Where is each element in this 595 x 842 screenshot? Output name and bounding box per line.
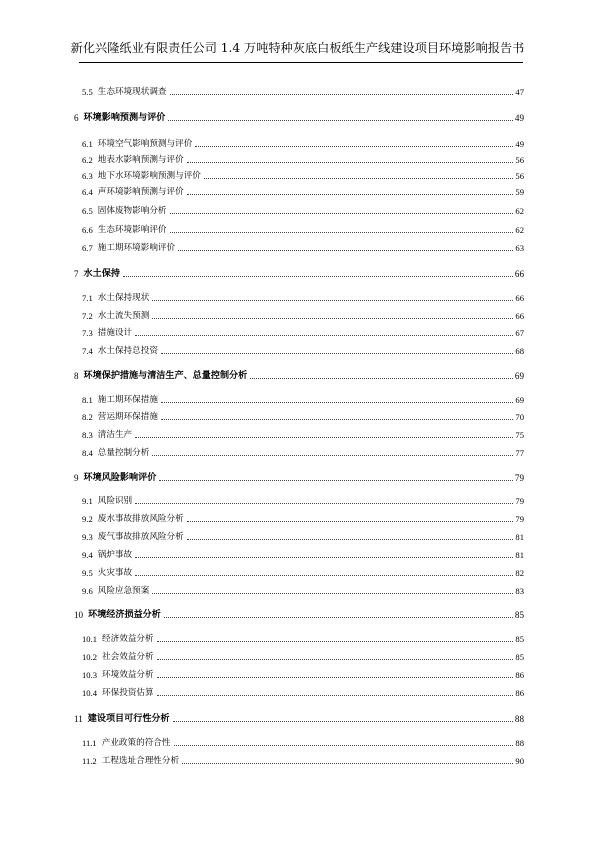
- toc-entry-page-number: 59: [515, 187, 524, 197]
- toc-dot-leader: [135, 557, 513, 558]
- toc-entry-number: 10.2: [82, 652, 98, 662]
- toc-dot-leader: [161, 402, 513, 403]
- toc-dot-leader: [250, 378, 513, 379]
- toc-entry-number: 8.3: [82, 430, 93, 440]
- toc-entry-page-number: 56: [515, 155, 524, 165]
- toc-entry-number: 7.1: [82, 293, 93, 303]
- toc-entry-number: 10.4: [82, 688, 98, 698]
- toc-entry-number: 6.4: [82, 187, 93, 197]
- toc-section-entry[interactable]: [82, 290, 524, 304]
- toc-section-entry[interactable]: [82, 240, 524, 254]
- toc-entry-title: 环保投资估算: [102, 688, 154, 698]
- toc-entry-title: 社会效益分析: [102, 652, 154, 662]
- toc-entry-number: 11.1: [82, 738, 97, 748]
- toc-entry-title: 环境空气影响预测与评价: [97, 139, 193, 149]
- toc-section-entry[interactable]: [82, 222, 524, 236]
- toc-entry-number: 9.5: [82, 568, 93, 578]
- toc-section-entry[interactable]: [82, 136, 524, 150]
- toc-dot-leader: [152, 300, 513, 301]
- toc-entry-title: 火灾事故: [97, 568, 133, 578]
- toc-section-entry[interactable]: [82, 184, 524, 198]
- toc-section-entry[interactable]: [82, 565, 524, 579]
- toc-section-entry[interactable]: [82, 735, 524, 749]
- toc-section-entry[interactable]: [82, 753, 524, 767]
- toc-entry-number: 9.2: [82, 514, 93, 524]
- toc-dot-leader: [182, 763, 513, 764]
- toc-entry-page-number: 85: [514, 610, 524, 620]
- toc-entry-title: 生态环境现状调查: [97, 87, 167, 97]
- toc-entry-title: 锅炉事故: [97, 550, 133, 560]
- toc-dot-leader: [195, 146, 513, 147]
- toc-entry-page-number: 49: [515, 139, 524, 149]
- toc-entry-number: 8.2: [82, 412, 93, 422]
- toc-section-entry[interactable]: [82, 649, 524, 663]
- toc-entry-page-number: 86: [515, 670, 524, 680]
- toc-entry-number: 9.1: [82, 496, 93, 506]
- toc-entry-page-number: 79: [514, 473, 524, 483]
- toc-section-entry[interactable]: [82, 152, 524, 166]
- toc-entry-number: 9.4: [82, 550, 93, 560]
- toc-dot-leader: [204, 178, 514, 179]
- toc-entry-page-number: 85: [515, 652, 524, 662]
- toc-entry-number: 10.1: [82, 634, 98, 644]
- toc-entry-number: 10.3: [82, 670, 98, 680]
- toc-dot-leader: [164, 617, 513, 618]
- toc-entry-title: 生态环境影响评价: [97, 225, 167, 235]
- toc-entry-title: 环境保护措施与清洁生产、总量控制分析: [83, 370, 248, 381]
- toc-section-entry[interactable]: [82, 392, 524, 406]
- toc-dot-leader: [178, 250, 513, 251]
- toc-entry-page-number: 79: [515, 496, 524, 506]
- toc-dot-leader: [135, 503, 513, 504]
- toc-entry-page-number: 81: [515, 550, 524, 560]
- toc-entry-number: 7.4: [82, 346, 93, 356]
- toc-entry-title: 营运期环保措施: [97, 412, 158, 422]
- toc-dot-leader: [157, 695, 514, 696]
- toc-entry-number: 6.2: [82, 155, 93, 165]
- toc-entry-title: 环境效益分析: [102, 670, 154, 680]
- toc-entry-title: 经济效益分析: [102, 634, 154, 644]
- page-header: 新化兴隆纸业有限责任公司 1.4 万吨特种灰底白板纸生产线建设项目环境影响报告书: [70, 41, 525, 55]
- toc-entry-title: 总量控制分析: [97, 448, 150, 458]
- toc-entry-page-number: 90: [515, 756, 524, 766]
- toc-section-entry[interactable]: [82, 667, 524, 681]
- toc-section-entry[interactable]: [82, 343, 524, 357]
- toc-entry-title: 废水事故排放风险分析: [97, 514, 184, 524]
- toc-entry-title: 措施设计: [97, 328, 133, 338]
- toc-chapter-entry[interactable]: [74, 110, 524, 124]
- toc-entry-page-number: 49: [514, 113, 524, 123]
- toc-section-entry[interactable]: [82, 203, 524, 217]
- toc-entry-number: 9.6: [82, 586, 93, 596]
- toc-section-entry[interactable]: [82, 493, 524, 507]
- toc-entry-title: 废气事故排放风险分析: [97, 532, 184, 542]
- toc-chapter-entry[interactable]: [74, 711, 524, 725]
- toc-entry-number: 10: [74, 610, 84, 620]
- toc-entry-number: 9.3: [82, 532, 93, 542]
- toc-chapter-entry[interactable]: [74, 368, 524, 382]
- toc-entry-title: 风险识别: [97, 496, 133, 506]
- toc-entry-title: 施工期环境影响评价: [97, 243, 176, 253]
- toc-dot-leader: [170, 232, 514, 233]
- toc-dot-leader: [135, 575, 513, 576]
- toc-entry-page-number: 88: [515, 738, 524, 748]
- toc-entry-page-number: 47: [515, 87, 524, 97]
- toc-section-entry[interactable]: [82, 547, 524, 561]
- toc-chapter-entry[interactable]: [74, 470, 524, 484]
- toc-dot-leader: [187, 539, 514, 540]
- toc-dot-leader: [161, 353, 513, 354]
- toc-entry-title: 水土保持总投资: [97, 346, 158, 356]
- toc-entry-title: 施工期环保措施: [97, 395, 158, 405]
- toc-dot-leader: [123, 276, 513, 277]
- toc-entry-title: 水土流失预测: [97, 311, 150, 321]
- toc-section-entry[interactable]: [82, 445, 524, 459]
- toc-entry-page-number: 66: [514, 269, 524, 279]
- toc-entry-page-number: 68: [515, 346, 524, 356]
- toc-dot-leader: [170, 213, 514, 214]
- toc-entry-title: 建设项目可行性分析: [87, 713, 170, 724]
- toc-entry-page-number: 56: [515, 171, 524, 181]
- toc-entry-page-number: 83: [515, 586, 524, 596]
- toc-entry-number: 9: [74, 473, 79, 483]
- toc-dot-leader: [135, 335, 513, 336]
- toc-dot-leader: [174, 745, 514, 746]
- toc-dot-leader: [135, 437, 513, 438]
- toc-entry-page-number: 88: [514, 714, 524, 724]
- toc-entry-number: 8.4: [82, 448, 93, 458]
- toc-dot-leader: [152, 455, 513, 456]
- toc-entry-number: 6.7: [82, 243, 93, 253]
- toc-entry-page-number: 85: [515, 634, 524, 644]
- toc-section-entry[interactable]: [82, 168, 524, 182]
- toc-entry-title: 工程选址合理性分析: [101, 756, 180, 766]
- toc-entry-page-number: 67: [515, 328, 524, 338]
- toc-entry-page-number: 81: [515, 532, 524, 542]
- toc-entry-title: 产业政策的符合性: [101, 738, 171, 748]
- toc-entry-page-number: 82: [515, 568, 524, 578]
- toc-dot-leader: [187, 521, 514, 522]
- toc-dot-leader: [159, 480, 513, 481]
- toc-entry-number: 7.2: [82, 311, 93, 321]
- toc-entry-title: 固体废物影响分析: [97, 206, 167, 216]
- toc-entry-number: 8.1: [82, 395, 93, 405]
- toc-dot-leader: [187, 194, 514, 195]
- toc-entry-title: 地表水影响预测与评价: [97, 155, 184, 165]
- toc-entry-page-number: 66: [515, 293, 524, 303]
- toc-section-entry[interactable]: [82, 409, 524, 423]
- toc-entry-number: 6.3: [82, 171, 93, 181]
- toc-dot-leader: [168, 120, 513, 121]
- toc-dot-leader: [187, 162, 514, 163]
- toc-dot-leader: [152, 593, 513, 594]
- toc-section-entry[interactable]: [82, 308, 524, 322]
- toc-section-entry[interactable]: [82, 631, 524, 645]
- toc-entry-title: 环境影响预测与评价: [83, 112, 166, 123]
- toc-chapter-entry[interactable]: [74, 607, 524, 621]
- toc-section-entry[interactable]: [82, 427, 524, 441]
- toc-entry-number: 8: [74, 371, 79, 381]
- toc-section-entry[interactable]: [82, 511, 524, 525]
- toc-entry-number: 11.2: [82, 756, 97, 766]
- toc-section-entry[interactable]: [82, 529, 524, 543]
- toc-section-entry[interactable]: [82, 685, 524, 699]
- toc-entry-title: 水土保持现状: [97, 293, 150, 303]
- toc-entry-page-number: 69: [515, 395, 524, 405]
- toc-entry-page-number: 62: [515, 206, 524, 216]
- toc-dot-leader: [161, 419, 513, 420]
- toc-entry-number: 7.3: [82, 328, 93, 338]
- toc-entry-number: 6.6: [82, 225, 93, 235]
- toc-dot-leader: [152, 318, 513, 319]
- toc-entry-number: 6.1: [82, 139, 93, 149]
- toc-entry-page-number: 79: [515, 514, 524, 524]
- toc-entry-page-number: 70: [515, 412, 524, 422]
- toc-dot-leader: [173, 721, 513, 722]
- toc-chapter-entry[interactable]: [74, 266, 524, 280]
- toc-entry-page-number: 66: [515, 311, 524, 321]
- toc-entry-page-number: 77: [515, 448, 524, 458]
- toc-dot-leader: [157, 641, 514, 642]
- toc-entry-title: 风险应急预案: [97, 586, 150, 596]
- toc-entry-title: 声环境影响预测与评价: [97, 187, 184, 197]
- toc-entry-title: 地下水环境影响预测与评价: [97, 171, 201, 181]
- toc-entry-page-number: 86: [515, 688, 524, 698]
- toc-entry-number: 6.5: [82, 206, 93, 216]
- toc-entry-title: 环境经济损益分析: [88, 609, 161, 620]
- toc-entry-title: 水土保持: [83, 268, 120, 279]
- toc-entry-page-number: 69: [514, 371, 524, 381]
- toc-dot-leader: [157, 677, 514, 678]
- toc-dot-leader: [157, 659, 514, 660]
- toc-entry-page-number: 63: [515, 243, 524, 253]
- toc-entry-page-number: 62: [515, 225, 524, 235]
- toc-section-entry[interactable]: [82, 325, 524, 339]
- toc-section-entry[interactable]: [82, 84, 524, 98]
- toc-entry-title: 清洁生产: [97, 430, 133, 440]
- toc-entry-number: 7: [74, 269, 79, 279]
- toc-entry-number: 11: [74, 714, 83, 724]
- toc-entry-page-number: 75: [515, 430, 524, 440]
- toc-entry-number: 5.5: [82, 87, 93, 97]
- toc-section-entry[interactable]: [82, 583, 524, 597]
- toc-entry-number: 6: [74, 113, 79, 123]
- toc-dot-leader: [170, 94, 514, 95]
- toc-entry-title: 环境风险影响评价: [83, 472, 157, 483]
